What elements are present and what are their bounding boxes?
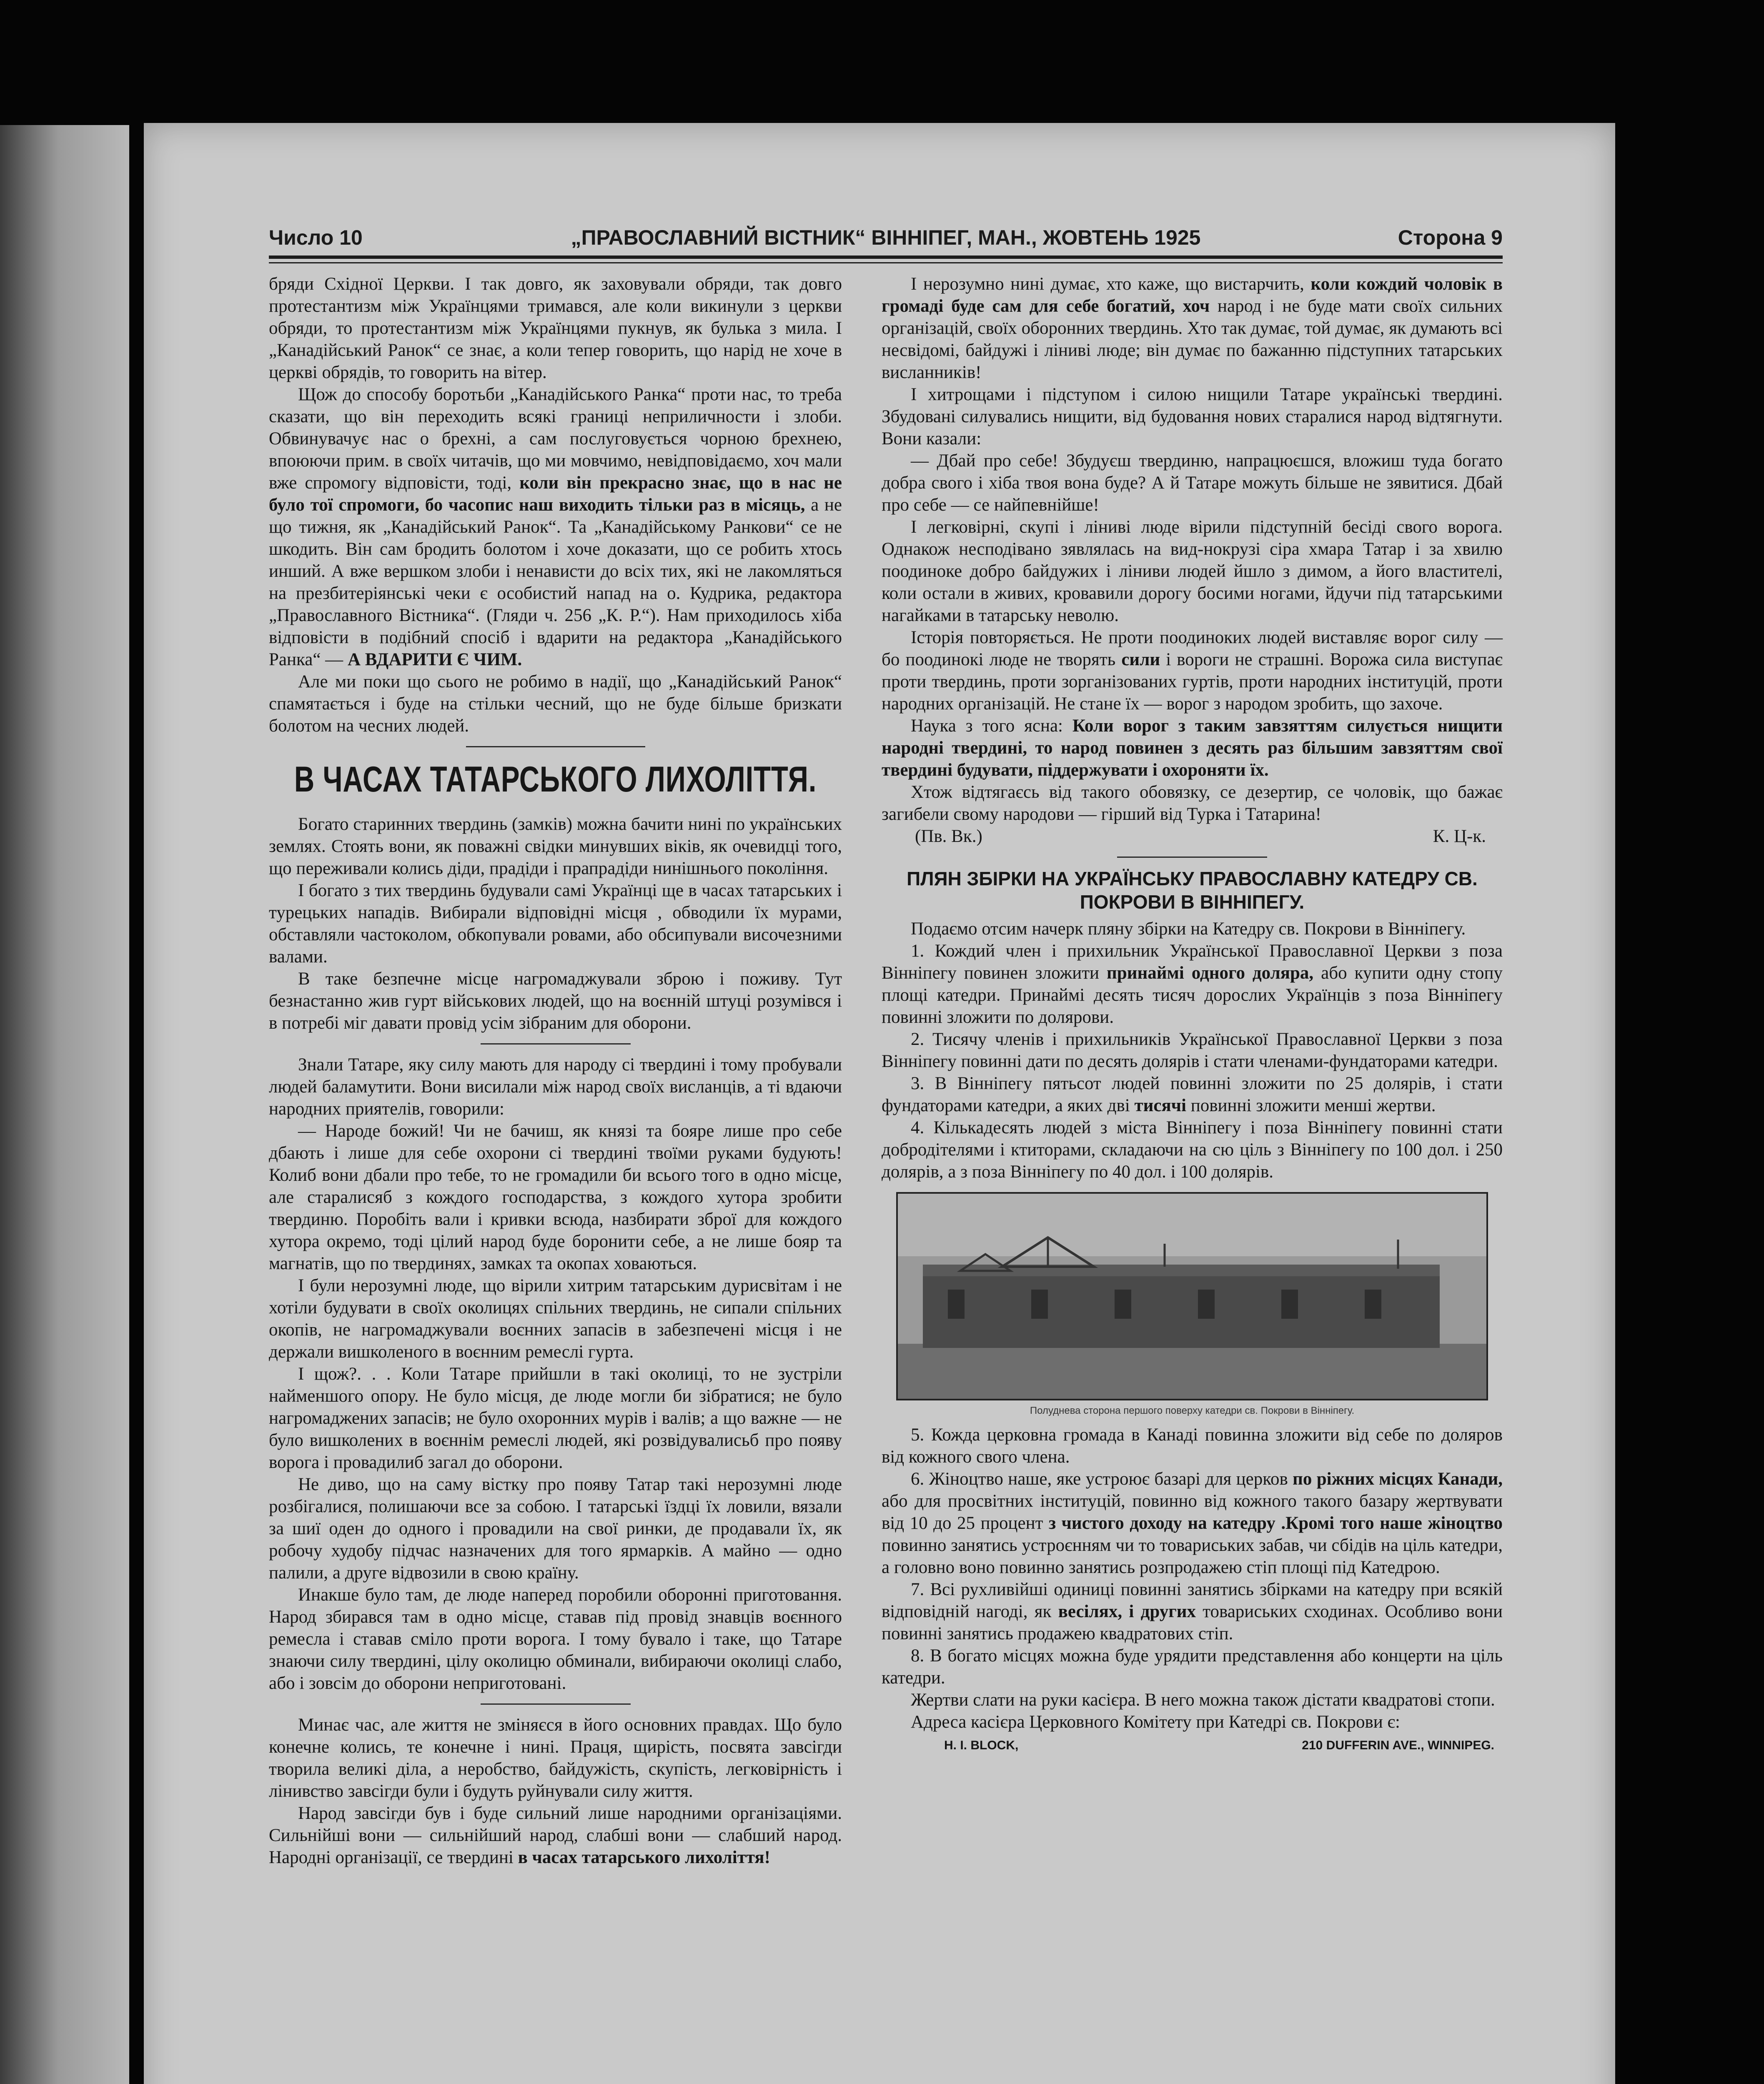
article-paragraph: І щож?. . . Коли Татаре прийшли в такі околиці, то не зустріли найменшого опору. Не було місця, де люде могли би зібратися; не було нагромаджених запасів; не було охоронних мурів і валів; а що важне — не було вишколених в воєннім ремеслі людей, які розвідувалисьб про появу ворога і провадилиб загал до оборони. [269,1364,842,1472]
article-paragraph: В таке безпечне місце нагромаджували зброю і поживу. Тут безнастанно жив гурт військових людей, що на воєнній штуці розумівся і в потребі міг давати провід усім зібраним для оборони. [269,969,842,1033]
article-paragraph: Хтож відтягаєсь від такого обовязку, се дезертир, се чоловік, що бажає загибели свому народови — гірший від Турка і Татарина! [882,782,1503,824]
plan-title: ПЛЯН ЗБІРКИ НА УКРАЇНСЬКУ ПРАВОСЛАВНУ КАТЕДРУ СВ. ПОКРОВИ В ВІННІПЕГУ. [907,868,1478,913]
article-paragraph: — Народе божий! Чи не бачиш, як князі та бояре лише про себе дбають і лише для себе охорони сі твердині твоїми руками будують! Колиб вони дбали про тебе, то не громадили би всього того в одно місце, але старалисяб з кождого господарства, з кождого хутора зробити твердиню. Поробіть вали і кривки всюда, назбирати зброї для кождого хутора окремо, тоді цілий народ буде боронити себе, а не лише бояр та магнатів, що по твердинях, замках та окопах ховаються. [269,1121,842,1273]
article-paragraph: І нерозумно нині думає, хто каже, що вистарчить, коли кождий чоловік в громаді буде сам для себе богатий, хоч народ і не буде мати своїх сильних організацій, своїх оборонних твердинь. Хто так думає, той думає, як думають всі несвідомі, байдужі і ліниві люде; він думає по бажанню підступних татарських висланників! [882,274,1503,382]
cashier-name: H. I. BLOCK, [944,1738,1019,1752]
article-paragraph: І були нерозумні люде, що вірили хитрим татарським дурисвітам і не хотіли будувати в своїх околицях спільних твердинь, не сипали спільних окопів, не нагромаджували воєнних запасів в забезпечені місця і не держали вишколеного в воєнним ремеслі гурта. [269,1276,842,1362]
bold-claim: коли він прекрасно знає, що в нас не було тої спромоги, бо часопис наш виходить тільки раз в місяць, [269,473,842,515]
closing-paragraph: Минає час, але життя не зміняєся в його основних правдах. Що було конечне колись, те конечне і нині. Праця, щирість, посвята завсігди творила великі діла, а неробство, байдужість, скупість, легковірність і лінивство завсігди були і будуть руйнували силу життя. [269,1715,842,1801]
header-rule-thin [269,262,1503,263]
photo-caption: Полуднева сторона першого поверху катедри св. Покрови в Вінніпегу. [1030,1405,1355,1416]
intro-paragraph: Але ми поки що сього не робимо в надії, що „Канадійський Ранок“ спамятається і буде на стільки чесний, що не буде більше бризкати болотом на чесних людей. [269,672,842,736]
left-column [269,273,842,1869]
separator-rule [466,746,645,747]
source-note: (Пв. Вк.) [915,827,982,846]
plan-item: 2. Тисячу членів і прихильників Української Православної Церкви з поза Вінніпегу повинні дати по десять долярів і стати членами-фундаторами катедри. [882,1029,1503,1071]
article-paragraph: І легковірні, скупі і ліниві люде вірили підступній бесіді свого ворога. Однакож несподівано зявлялась на вид-нокрузі сіра хмара Татар і за хвилю поодиноке добро байдужих і ліниви людей йшло з димом, а його властителі, коли остали в живих, кровавили дорогу босими ногами, йдучи під татарськими нагайками в татарську неволю. [882,517,1503,625]
donation-note: Жертви слати на руки касієра. В него можна також дістати квадратові стопи. [911,1690,1495,1710]
separator-rule [481,1043,631,1045]
intro-paragraph: Щож до способу боротьби „Канадійського Ранка“ проти нас, то треба сказати, що він переходить всякі границі неприличности і злоби. Обвинувачує нас о брехні, а сам послуговується чорною брехнею, впоюючи прим. в своїх читачів, що ми мовчимо, невідповідаємо, хоч мали вже спромогу відповісти, тоді, коли він прекрасно знає, що в нас не було тої спромоги, бо часопис наш виходить тільки раз в місяць, а не що тижня, як „Канадійський Ранок“. Та „Канадійському Ранкови“ се не шкодить. Він сам бродить болотом і хоче доказати, що се робить хтось инший. А вже вершком злоби і ненависти до всіх тих, які не лакомляться на презбитеріянські чеки є особистий напад на о. Кудрика, редактора „Православного Вістника“. (Гляди ч. 256 „К. Р.“). Нам приходилось хіба відповісти в подібний спосіб і вдарити на редактора „Канадійського Ранка“ — А ВДАРИТИ Є ЧИМ. [269,385,842,669]
page-number: Сторона 9 [1398,226,1503,249]
cashier-street: 210 DUFFERIN AVE., WINNIPEG. [1302,1738,1494,1752]
separator-rule [481,1703,631,1705]
article-paragraph: Знали Татаре, яку силу мають для народу сі твердині і тому пробували людей баламутити. Вони висилали між народ своїх висланців, а ті вдаючи народних приятелів, говорили: [269,1055,842,1119]
address-intro: Адреса касієра Церковного Комітету при Катедрі св. Покрови є: [911,1712,1400,1732]
masthead: „ПРАВОСЛАВНИЙ ВІСТНИК“ ВІННІПЕГ, МАН., ЖОВТЕНЬ 1925 [571,226,1201,249]
header-rule [269,255,1503,259]
article-paragraph: Инакше було там, де люде наперед поробили оборонні приготовання. Народ збирався там в одно місце, ставав під провід знавців воєнного ремесла і ставав сміло проти ворога. І тому бувало і таке, що Татаре знаючи силу твердині, цілу околицю обминали, вибираючи околиці слабо, або і зовсім до оборони неприготовані. [269,1585,842,1693]
issue-number: Число 10 [269,226,363,249]
article-paragraph: Не диво, що на саму вістку про появу Татар такі нерозумні люде розбігалися, полишаючи все за собою. І татарські їздці їх ловили, вязали за шиї оден до одного і провадили на свої ринки, де продавали їх, як робочу худобу підчас назначених для того ярмарків. А майно — одно палили, а друге відвозили в свою країну. [269,1475,842,1583]
article-paragraph: Історія повторяється. Не проти поодиноких людей виставляє ворог силу — бо поодинокі люде не творять сили і вороги не страшні. Ворожа сила виступає проти твердинь, проти зорганізованих гуртів, проти народних інституцій, проти народних організацій. Не стане їх — ворог з народом зробить, що захоче. [882,628,1503,714]
cathedral-photo [896,1192,1488,1400]
plan-item: 8. В богато місцях можна буде урядити представлення або концерти на ціль катедри. [882,1646,1503,1688]
page-header [269,219,1503,256]
final-paragraph: Народ завсігди був і буде сильний лише народними організаціями. Сильнійші вони — сильнійший народ, слабші вони — слабший народ. Народні організації, се твердині в часах татарського лихоліття! [269,1803,842,1867]
plan-item: 1. Кождий член і прихильник Української Православної Церкви з поза Вінніпегу повинен зложити принаймі одного доляра, або купити одну стопу площі катедри. Принаймі десять тисяч дорослих Українців з поза Вінніпегу повинні зложити по долярови. [882,941,1503,1027]
plan-item: 5. Кожда церковна громада в Канаді повинна зложити від себе по доляров від кожного свого члена. [882,1425,1503,1467]
cashier-address [882,1733,1503,1758]
cathedral-illustration [898,1194,1486,1399]
article-paragraph: — Дбай про себе! Збудуєш твердиню, напрацюєшся, вложиш туда богато добра свого і хіба твоя вона буде? А й Татаре можуть більше не зявитися. Дбай про себе — се найпевнійше! [882,451,1503,515]
article-headline: В ЧАСАХ ТАТАРСЬКОГО ЛИХОЛІТТЯ. [294,759,817,799]
article-signature [882,825,1503,847]
plan-intro: Подаємо отсим начерк пляну збірки на Катедру св. Покрови в Вінніпегу. [911,919,1466,939]
separator-rule [1117,857,1267,858]
article-paragraph: Богато старинних твердинь (замків) можна бачити нині по українських землях. Стоять вони, як поважні свідки минувших віків, як очевидці того, що переживали колись діди, прадіди і прапрадіди нинішнього покоління. [269,814,842,878]
adjacent-page-edge [0,125,129,2084]
intro-paragraph: бряди Східної Церкви. І так довго, як заховували обряди, так довго протестантизм між Українцями тримався, але коли викинули з церкви обряди, то протестантизм між Українцями пукнув, як булька з мила. І „Канадійський Ранок“ се знає, а коли тепер говорить, що нарід не хоче в церкві обрядів, то говорить на вітер. [269,274,842,382]
plan-item: 3. В Вінніпегу пятьсот людей повинні зложити по 25 долярів, і стати фундаторами катедри, а яких дві тисячі повинні зложити менші жертви. [882,1074,1503,1115]
author-initials: К. Ц-к. [1433,827,1486,846]
article-paragraph: І хитрощами і підступом і силою нищили Татаре українські твердині. Збудовані силувались нищити, від будовання нових старалися народ відтягнути. Вони казали: [882,385,1503,448]
right-column [882,273,1503,1758]
plan-item: 4. Кількадесять людей з міста Вінніпегу і поза Вінніпегу повинні стати добродітелями і ктиторами, складаючи на сю ціль з Вінніпегу по 100 дол. і 250 долярів, а з поза Вінніпегу по 40 дол. і 100 долярів. [882,1118,1503,1182]
newspaper-page [144,123,1615,2084]
article-paragraph: І богато з тих твердинь будували самі Українці ще в часах татарських і турецьких нападів. Вибирали відповідні місця , обводили їх мурами, обставляли частоколом, обкопували ровами, або обсипували височезними валами. [269,881,842,967]
plan-item: 6. Жіноцтво наше, яке устроює базарі для церков по ріжних місцях Канади, або для просвітних інституцій, повинно від кожного такого базару жертвувати від 10 до 25 процент з чистого доходу на катедру .Кромі того наше жіноцтво повинно занятись устроєнням чи то товариських забав, чи сбідів на ціль катедри, а головно воно повинно занятись розпродажею стіп площі під Катедрою. [882,1469,1503,1577]
article-paragraph: Наука з того ясна: Коли ворог з таким завзяттям силується нищити народні твердині, то народ повинен з десять раз більшим завзяттям свої твердині будувати, піддержувати і охороняти їх. [882,716,1503,780]
plan-item: 7. Всі рухливійші одиниці повинні занятись збірками на катедру при всякій відповідній нагоді, як весілях, і других товариських сходинах. Особливо вони повинні занятись продажею квадратових стіп. [882,1580,1503,1643]
bold-strike: А ВДАРИТИ Є ЧИМ. [347,650,522,669]
